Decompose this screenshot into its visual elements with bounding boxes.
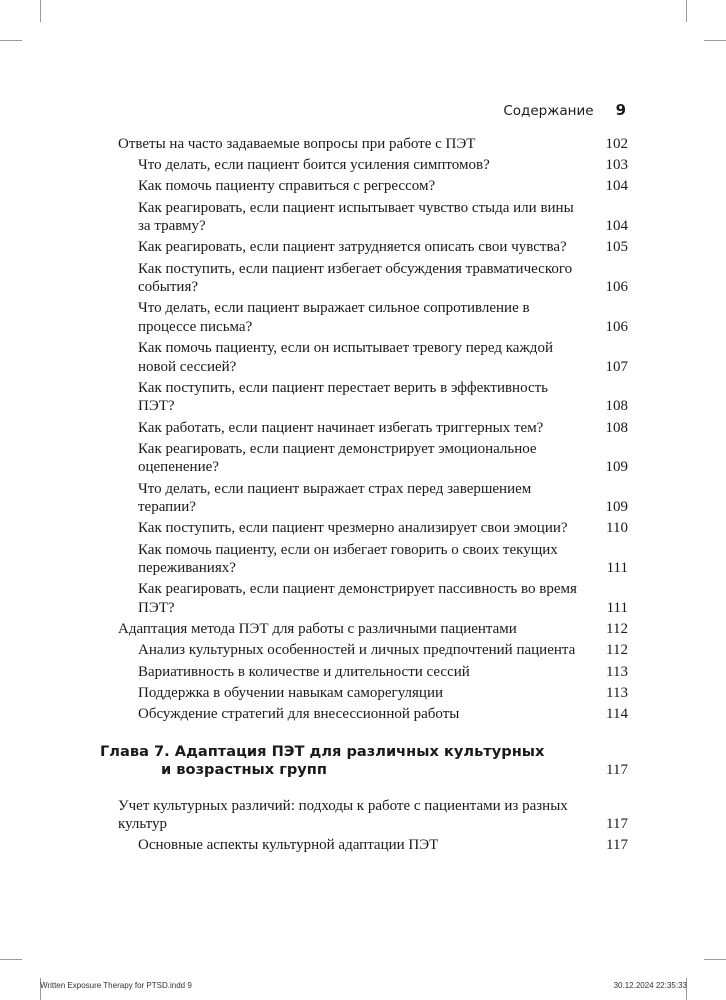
toc-entry-page: 108 [605, 398, 628, 415]
toc-entry-page: 112 [606, 642, 628, 659]
toc-entry [118, 156, 628, 175]
toc-entry-page: 106 [605, 318, 628, 335]
toc-entry-page: 110 [606, 520, 628, 537]
toc-entry-text: Как поступить, если пациент чрезмерно анализирует свои эмоции? [138, 520, 568, 537]
toc-entry [118, 177, 628, 196]
toc-entry [118, 797, 628, 834]
toc-entry [118, 519, 628, 538]
toc-entry-text: Как помочь пациенту, если он избегает говорить о своих текущих переживаниях? [138, 541, 558, 577]
running-head [503, 101, 626, 119]
toc-entry-page: 105 [605, 239, 628, 256]
toc-entry [118, 260, 628, 297]
toc-entry-text: Как поступить, если пациент перестает верить в эффективность ПЭТ? [138, 379, 549, 415]
toc-entry-page: 117 [606, 816, 628, 833]
toc-entry [118, 641, 628, 660]
toc-entry-page: 108 [605, 419, 628, 436]
toc-entry-text: Вариативность в количестве и длительности сессий [138, 663, 470, 680]
crop-mark [0, 40, 22, 41]
toc-entry-text: Учет культурных различий: подходы к работе с пациентами из разных культур [118, 797, 568, 833]
toc-entry-text: Адаптация метода ПЭТ для работы с различными пациентами [118, 621, 517, 638]
crop-mark [704, 959, 726, 960]
chapter-heading [100, 743, 628, 780]
toc-entry [118, 541, 628, 578]
crop-mark [40, 0, 41, 22]
toc-entry-text: Основные аспекты культурной адаптации ПЭТ [138, 837, 439, 854]
table-of-contents [100, 135, 628, 857]
toc-entry-text: Как поступить, если пациент избегает обсуждения травматического события? [138, 260, 573, 296]
toc-entry-text: Что делать, если пациент боится усиления симптомов? [138, 157, 490, 174]
toc-entry-text: Как реагировать, если пациент демонстрирует пассивность во время ПЭТ? [138, 581, 577, 616]
crop-mark [704, 40, 726, 41]
toc-entry-page: 114 [606, 705, 628, 722]
toc-entry-page: 103 [605, 157, 628, 174]
toc-entry-text: Как реагировать, если пациент испытывает чувство стыда или вины за травму? [138, 199, 574, 235]
toc-entry-text: Поддержка в обучении навыкам саморегуляции [138, 684, 443, 701]
footer-filename: Written Exposure Therapy for PTSD.indd 9 [40, 981, 192, 990]
toc-entry [118, 620, 628, 639]
toc-entry-page: 111 [606, 560, 628, 577]
toc-entry [118, 419, 628, 438]
toc-entry [118, 480, 628, 517]
toc-entry [118, 663, 628, 682]
page-number: 9 [615, 101, 626, 119]
toc-entry [118, 836, 628, 855]
toc-entry-text: Как помочь пациенту, если он испытывает тревогу перед каждой новой сессией? [138, 340, 553, 375]
chapter-title-line2: и возрастных групп [161, 761, 327, 778]
chapter-title-line1: Глава 7. Адаптация ПЭТ для различных культурных [100, 742, 545, 760]
toc-entry-page: 109 [605, 499, 628, 516]
toc-entry-page: 109 [605, 459, 628, 476]
footer-datetime: 30.12.2024 22:35:33 [613, 981, 687, 990]
crop-mark [0, 959, 22, 960]
toc-entry-page: 113 [606, 663, 628, 680]
crop-mark [686, 0, 687, 22]
toc-entry-text: Как работать, если пациент начинает избегать триггерных тем? [138, 419, 544, 436]
toc-entry-text: Анализ культурных особенностей и личных предпочтений пациента [138, 642, 576, 659]
toc-entry-page: 107 [605, 358, 628, 375]
toc-entry [118, 238, 628, 257]
toc-entry-page: 112 [606, 621, 628, 638]
toc-entry-text: Как помочь пациенту справиться с регрессом? [138, 178, 436, 195]
toc-entry [118, 299, 628, 336]
running-head-title: Содержание [503, 103, 594, 119]
toc-entry [118, 580, 628, 617]
toc-entry-page: 104 [605, 218, 628, 235]
toc-entry [118, 339, 628, 376]
chapter-page: 117 [606, 761, 628, 778]
toc-entry-page: 111 [606, 599, 628, 616]
toc-entry [118, 440, 628, 477]
toc-entry-text: Как реагировать, если пациент демонстрирует эмоциональное оцепенение? [138, 440, 537, 476]
toc-entry-page: 102 [605, 136, 628, 152]
toc-entry-page: 104 [605, 178, 628, 195]
toc-entry-text: Что делать, если пациент выражает страх перед завершением терапии? [138, 480, 532, 516]
toc-entry-page: 113 [606, 684, 628, 701]
toc-entry-text: Что делать, если пациент выражает сильное сопротивление в процессе письма? [138, 300, 530, 335]
toc-entry-page: 106 [605, 279, 628, 296]
toc-entry-text: Как реагировать, если пациент затрудняется описать свои чувства? [138, 239, 567, 256]
toc-entry [118, 705, 628, 724]
toc-entry-page: 117 [606, 837, 628, 854]
toc-entry [118, 199, 628, 236]
chapter-title [100, 743, 606, 780]
toc-entry-text: Обсуждение стратегий для внесессионной работы [138, 705, 460, 722]
toc-entry [118, 379, 628, 416]
toc-entry [118, 135, 628, 154]
toc-entry-text: Ответы на часто задаваемые вопросы при работе с ПЭТ [118, 136, 476, 152]
toc-entry [118, 684, 628, 703]
